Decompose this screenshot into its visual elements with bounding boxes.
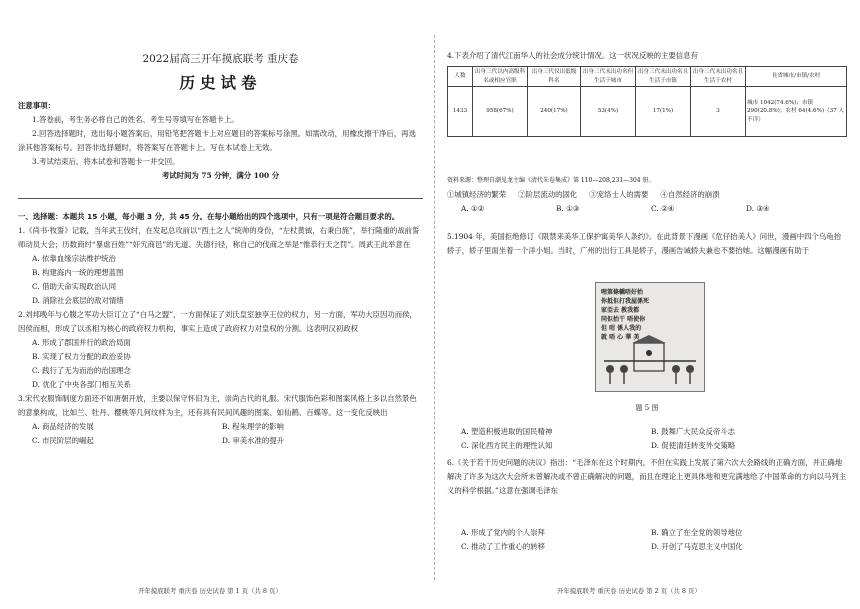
option-d: D. 审美水准的提升 bbox=[222, 436, 285, 445]
table-cell: 3 bbox=[691, 87, 746, 137]
option-a: A. 依靠血缘宗法维护统治 bbox=[32, 254, 116, 263]
option-a: A. 形成了郡国并行的政治局面 bbox=[32, 338, 131, 347]
option-d: D. 开创了马克思主义中国化 bbox=[651, 542, 743, 551]
cartoon-line: 家亞去 教我都 bbox=[601, 307, 640, 314]
cartoon-line: 你抵佢打我屋係死 bbox=[601, 298, 650, 305]
option-a: A. 形成了党内的个人崇拜 bbox=[461, 528, 545, 537]
option-d: D. ③④ bbox=[746, 204, 770, 213]
question-2 bbox=[18, 308, 423, 392]
option-c: C. 深化西方民主的理性认知 bbox=[461, 441, 553, 450]
cartoon-line: 哩第條轎唔好抬 bbox=[601, 289, 644, 296]
table-cell: 1433 bbox=[448, 87, 473, 137]
notice-item-1: 1.答卷前，考生务必将自己的姓名、考生号等填写在答题卡上。 bbox=[32, 115, 239, 124]
notice-item-3: 3.考试结束后，将本试卷和答题卡一并交回。 bbox=[32, 157, 180, 166]
question-6-options bbox=[447, 526, 847, 554]
question-4-choices bbox=[447, 188, 847, 216]
option-b: B. 确立了在全党的领导地位 bbox=[651, 528, 743, 537]
options-row bbox=[447, 526, 847, 540]
page-footer: 开年摸底联考 重庆卷 历史试卷 第 1 页（共 8 页） bbox=[138, 587, 282, 595]
choice-3: ③宠络士人的需要 bbox=[589, 190, 649, 199]
cartoon-image bbox=[595, 282, 705, 392]
option-d: D. 促使清廷转变外交策略 bbox=[651, 441, 736, 450]
exam-title: 2022届高三开年摸底联考 重庆卷 bbox=[142, 53, 299, 65]
option-c: C. 推动了工作重心的转移 bbox=[461, 542, 545, 551]
options-row bbox=[447, 425, 847, 439]
right-column bbox=[447, 0, 847, 609]
option-c: C. 践行了无为而治的治国理念 bbox=[32, 366, 131, 375]
option-a: A. 商品经济的发展 bbox=[32, 422, 94, 431]
question-1 bbox=[18, 224, 423, 308]
section-heading: 一、选择题：本题共 15 小题，每小题 3 分，共 45 分。在每小题给出的四个选项中，只有一项是符合题目要求的。 bbox=[18, 212, 400, 221]
option-d: D. 优化了中央各部门相互关系 bbox=[32, 380, 132, 389]
figure-caption: 题 5 图 bbox=[635, 404, 659, 412]
statistics-table bbox=[447, 66, 847, 137]
page-footer: 开年摸底联考 重庆卷 历史试卷 第 2 页（共 8 页） bbox=[557, 587, 701, 595]
time-score: 考试时间为 75 分钟，满分 100 分 bbox=[161, 171, 280, 180]
options-row bbox=[18, 420, 423, 434]
table-row bbox=[448, 87, 847, 137]
question-3 bbox=[18, 392, 423, 448]
notice-block bbox=[18, 99, 423, 183]
choice-4: ④自然经济的崩溃 bbox=[660, 190, 720, 199]
table-header-row bbox=[448, 67, 847, 87]
table-header: 出身三代以内高级科名或相应官职 bbox=[473, 67, 528, 87]
table-header: 人数 bbox=[448, 67, 473, 87]
options-row bbox=[18, 434, 423, 448]
table-header: 出身三代未出功名但生活于城市 bbox=[581, 67, 636, 87]
section-divider bbox=[18, 198, 423, 199]
cartoon-line: 同佢抬干 唔使你 bbox=[601, 316, 646, 323]
question-4-stem: 4.下表介绍了清代江南华人的社会成分统计情况。这一状况反映的主要信息有 bbox=[447, 51, 698, 60]
option-c: C. ②④ bbox=[651, 204, 675, 213]
question-5-stem: 5.1904 年，美国拒绝修订《限禁来美华工保护寓美华人条约》。在此背景下漫画《危仔抬美人》问世，漫画中四个乌龟抬轿子，轿子里面坐着一个洋小姐。当时，广州的出行工具是轿子，漫画告诫轿夫兼也不要抬她。这幅漫画有助于 bbox=[447, 232, 842, 255]
option-b: B. 程朱理学的影响 bbox=[222, 422, 284, 431]
option-c: C. 市民阶层的崛起 bbox=[32, 436, 94, 445]
table-cell: 958(67%) bbox=[473, 87, 528, 137]
options-row bbox=[447, 439, 847, 453]
option-c: C. 借助天命实现政治认同 bbox=[32, 282, 116, 291]
table-cell: 城市 1042(74.6%)；市镇 290(20.8%)；农村 64(4.6%)（37 人不详） bbox=[746, 87, 847, 137]
question-stem: 3.宋代衣服饰制度方面还不如唐朝开放，主要以保守怀旧为主，崇尚古代的礼服。宋代服饰色彩和图案风格上多以自然景色的意象构成，比如兰、牡丹、樱桃等几何纹样为主，还有具有民间风趣的图案、如仙鹤、百蝶等。这一变化反映出 bbox=[18, 394, 417, 417]
question-6-stem: 6.《关于若干历史问题的决议》指出：“毛泽东在这个时期内，不但在实践上发展了第六次大会路线的正确方面，并正确地解决了许多为这次大会所未曾解决或不曾正确解决的问题，而且在理论上更具体地和更完满地给了中国革命的方向以马列主义的科学根据。”这意在强调毛泽东 bbox=[447, 458, 847, 495]
table-header: 長省城市/市镇/农村 bbox=[746, 67, 847, 87]
table-cell: 53(4%) bbox=[581, 87, 636, 137]
column-divider bbox=[434, 35, 435, 580]
table-header: 出身三代未出功名且生活于市镇 bbox=[636, 67, 691, 87]
table-header: 出身三代仅出低级科名 bbox=[528, 67, 581, 87]
sedan-chair-drawing bbox=[596, 283, 704, 391]
option-b: B. 构建海内一统的理想蓝图 bbox=[32, 268, 124, 277]
question-stem: 2.刘邦晚年与心腹之军功大臣订立了“白马之盟”，一方面保证了刘氏皇室独享王位的权力，另一方面，军功大臣因功而侯，因侯而相，形成了以丞相为核心的政府权力机构，事实上造成了政府权力对皇权的分割。这表明汉初政权 bbox=[18, 310, 417, 333]
option-a: A. ①② bbox=[461, 204, 485, 213]
choice-2: ②阶层流动的固化 bbox=[518, 190, 578, 199]
table-cell: 17(1%) bbox=[636, 87, 691, 137]
option-a: A. 塑造积极进取的国民精神 bbox=[461, 427, 553, 436]
left-column bbox=[18, 0, 423, 609]
table-header: 出身三代未出功名且生活于农村 bbox=[691, 67, 746, 87]
cartoon-line: 但 咁 係人我的 bbox=[601, 325, 642, 332]
subject-title: 历史试卷 bbox=[179, 74, 262, 92]
options-row bbox=[447, 540, 847, 554]
table-source: 资料来源：整理自潮见龙主编《清代朱卷集成》第 110—208,231—304 册。 bbox=[447, 177, 655, 184]
notice-item-2: 2.回答选择题时，选出每小题答案后，用铅笔把答题卡上对应题目的答案标号涂黑。如需改动，用橡皮擦干净后，再选涂其他答案标号。回答非选择题时，将答案写在答题卡上。写在本试卷上无效。 bbox=[18, 129, 416, 152]
table-cell: 240(17%) bbox=[528, 87, 581, 137]
option-d: D. 消除社会底层的敌对情绪 bbox=[32, 296, 124, 305]
notice-heading: 注意事项： bbox=[18, 101, 55, 110]
cartoon-line: 就 唔 心 華 美 bbox=[601, 334, 640, 341]
section-one bbox=[18, 210, 423, 448]
choice-1: ①城镇经济的繁荣 bbox=[447, 190, 507, 199]
option-b: B. ①③ bbox=[556, 204, 580, 213]
question-5-options bbox=[447, 425, 847, 453]
question-stem: 1.《尚书·牧誓》记载，当年武王伐纣，在发起总攻前以“西土之人”统帅的身份，“左杖黄钺，右秉白旄”，举行隆重的战前誓师动员大会；历数商纣“暴虐百姓”“奸宄商邑”的无道、失德行径，称自己的伐商之举是“惟恭行天之罚”。周武王此举意在 bbox=[18, 226, 420, 249]
option-b: B. 实现了权力分配的政治妥协 bbox=[32, 352, 131, 361]
option-b: B. 鼓舞广大民众反帝斗志 bbox=[651, 427, 736, 436]
